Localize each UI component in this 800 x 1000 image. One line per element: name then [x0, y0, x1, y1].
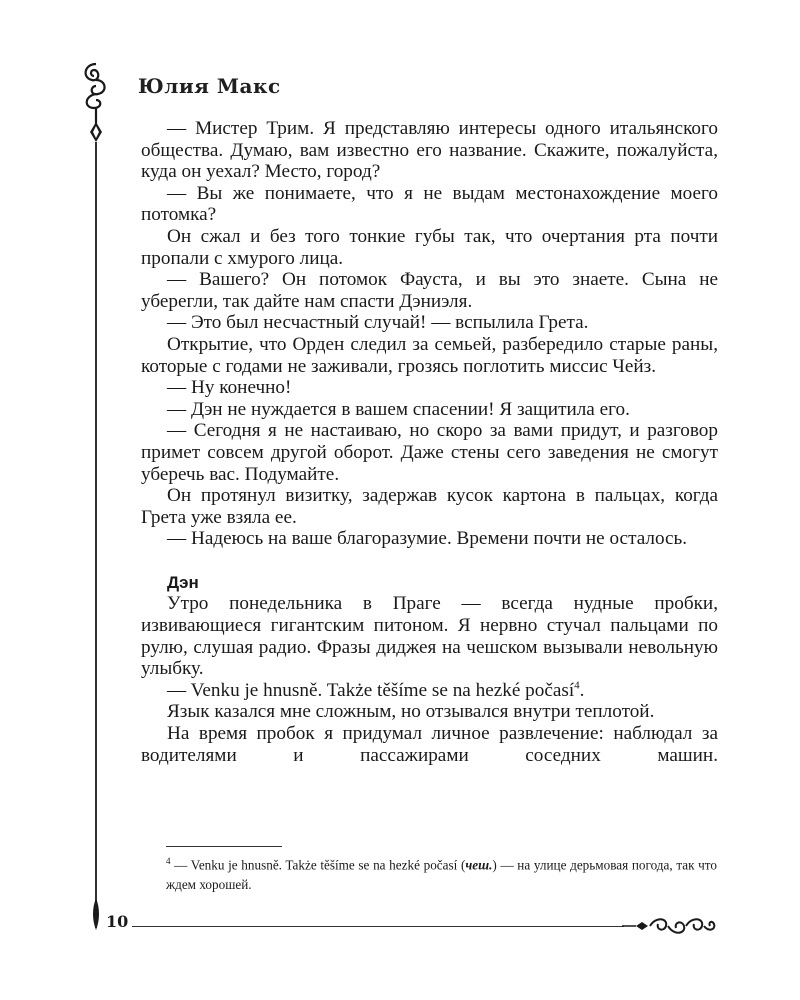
paragraph: — Сегодня я не настаиваю, но скоро за вами придут, и разговор примет совсем другой оборот. Даже стены сего заведения не смогут уберечь вас. Подумайте.	[141, 420, 718, 485]
paragraph: — Дэн не нуждается в вашем спасении! Я защитила его.	[167, 398, 630, 420]
paragraph: Утро понедельника в Праге — всегда нудные пробки, извивающиеся гигантским питоном. Я нервно стучал пальцами по рулю, слушая радио. Фразы диджея на чешском вызывали невольную улыбку.	[141, 593, 718, 680]
paragraph: — Вашего? Он потомок Фауста, и вы это знаете. Сына не уберегли, так дайте нам спасти Дэниэля.	[141, 269, 718, 312]
paragraph: — Мистер Трим. Я представляю интересы одного итальянского общества. Думаю, вам известно его название. Скажите, пожалуйста, куда он уехал? Место, город?	[141, 118, 718, 183]
paragraph-text: — Venku je hnusně. Także těšíme se na hezké počasí	[167, 679, 575, 701]
footnote-divider	[166, 846, 282, 847]
footnote-text-after: ) — на улице дерьмовая погода, так что ждем хорошей.	[166, 857, 717, 892]
flourish-swirl-icon	[622, 912, 718, 940]
bottom-divider	[132, 926, 624, 927]
footnote-mark: 4	[166, 856, 171, 866]
paragraph: Он протянул визитку, задержав кусок картона в пальцах, когда Грета уже взяла ее.	[141, 485, 718, 528]
paragraph: — Это был несчастный случай! — вспылила Грета.	[167, 312, 589, 334]
flourish-vine-icon	[78, 58, 114, 938]
author-header: Юлия Макс	[138, 74, 281, 98]
footnote-text-before: — Venku je hnusně. Także těšíme se na hezké počasí (	[170, 857, 466, 873]
paragraph: — Надеюсь на ваше благоразумие. Времени почти не осталось.	[167, 528, 688, 550]
footnote-reference: 4	[574, 679, 580, 692]
paragraph: Он сжал и без того тонкие губы так, что очертания рта почти пропали с хмурого лица.	[141, 225, 718, 269]
paragraph-with-footnote: — Venku je hnusně. Także těšíme se na hezké počasí$^4$.	[167, 679, 585, 701]
footnote	[166, 852, 717, 894]
paragraph: На время пробок я придумал личное развлечение: наблюдал за водителями и пассажирами соседних машин.	[141, 723, 718, 766]
paragraph: Язык казался мне сложным, но отзывался внутри теплотой.	[167, 701, 655, 723]
page-body	[141, 118, 718, 766]
section-heading: Дэн	[167, 572, 199, 592]
footnote-language: чеш.	[465, 857, 493, 873]
paragraph: — Ну конечно!	[167, 377, 292, 399]
page-number: 10	[106, 912, 129, 931]
paragraph: Открытие, что Орден следил за семьей, разбередило старые раны, которые с годами не заживали, грозясь поглотить миссис Чейз.	[141, 333, 718, 377]
paragraph: — Вы же понимаете, что я не выдам местонахождение моего потомка?	[141, 182, 718, 226]
